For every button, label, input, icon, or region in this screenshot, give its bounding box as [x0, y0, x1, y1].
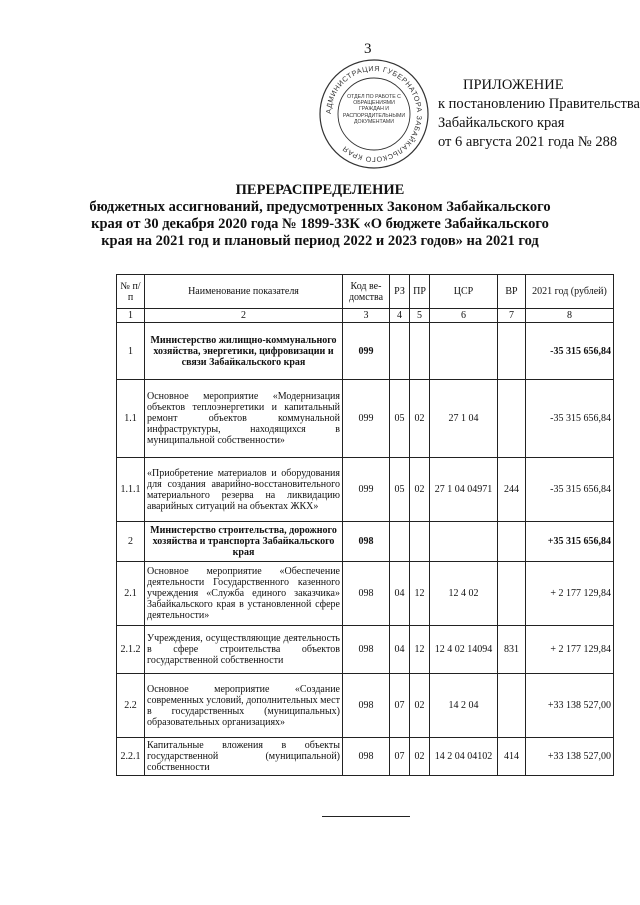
- row-vr: [498, 380, 526, 458]
- row-pr: [410, 323, 430, 380]
- row-pr: 02: [410, 380, 430, 458]
- col-number: 8: [526, 309, 614, 323]
- row-name: Министерство жилищно-коммунального хозяйства, энергетики, цифровизации и связи Забайкальского края: [145, 323, 343, 380]
- row-vr: 831: [498, 626, 526, 674]
- appendix-line-1: к постановлению Правительства: [438, 96, 640, 112]
- document-title: [0, 182, 640, 250]
- row-num: 1.1: [117, 380, 145, 458]
- row-num: 1: [117, 323, 145, 380]
- row-vr: [498, 562, 526, 626]
- row-rz: [390, 522, 410, 562]
- page-number: 3: [364, 41, 372, 57]
- col-number: 1: [117, 309, 145, 323]
- row-rz: 04: [390, 562, 410, 626]
- row-csr: 12 4 02 14094: [430, 626, 498, 674]
- row-name: Министерство строительства, дорожного хозяйства и транспорта Забайкальского края: [145, 522, 343, 562]
- row-num: 1.1.1: [117, 458, 145, 522]
- row-vr: 414: [498, 738, 526, 776]
- row-rz: 07: [390, 738, 410, 776]
- col-number: 2: [145, 309, 343, 323]
- title-line-2: бюджетных ассигнований, предусмотренных Законом Забайкальского: [89, 199, 551, 215]
- row-num: 2.1.2: [117, 626, 145, 674]
- header-amount: 2021 год (рублей): [526, 275, 614, 309]
- row-amount: +33 138 527,00: [526, 738, 614, 776]
- header-vr: ВР: [498, 275, 526, 309]
- column-number-row: [117, 309, 614, 323]
- row-vr: 244: [498, 458, 526, 522]
- row-csr: 14 2 04 04102: [430, 738, 498, 776]
- table-row: [117, 323, 614, 380]
- row-name: Основное мероприятие «Модернизация объектов теплоэнергетики и капитальный ремонт объектов коммунальной инфраструктуры, находящихся в муниципальной собственности»: [145, 380, 343, 458]
- col-number: 4: [390, 309, 410, 323]
- table-row: [117, 626, 614, 674]
- col-number: 6: [430, 309, 498, 323]
- row-code: 098: [343, 562, 390, 626]
- redistribution-table: [116, 274, 614, 776]
- row-pr: 02: [410, 674, 430, 738]
- row-name: «Приобретение материалов и оборудования для создания аварийно-восстановительного материального резерва на ликвидацию аварийных ситуаций на объектах ЖКХ»: [145, 458, 343, 522]
- row-code: 098: [343, 522, 390, 562]
- row-amount: +35 315 656,84: [526, 522, 614, 562]
- row-csr: 27 1 04: [430, 380, 498, 458]
- row-code: 099: [343, 380, 390, 458]
- row-amount: -35 315 656,84: [526, 323, 614, 380]
- table-row: [117, 380, 614, 458]
- row-name: Учреждения, осуществляющие деятельность в сфере строительства объектов государственной собственности: [145, 626, 343, 674]
- row-rz: 05: [390, 380, 410, 458]
- table-row: [117, 522, 614, 562]
- row-code: 098: [343, 738, 390, 776]
- row-name: Основное мероприятие «Создание современных условий, дополнительных мест в государственных (муниципальных) образовательных организациях»: [145, 674, 343, 738]
- appendix-block: [438, 76, 640, 152]
- row-name: Капитальные вложения в объекты государственной (муниципальной) собственности: [145, 738, 343, 776]
- appendix-line-2: Забайкальского края: [438, 115, 565, 131]
- col-number: 3: [343, 309, 390, 323]
- row-amount: + 2 177 129,84: [526, 562, 614, 626]
- row-code: 098: [343, 626, 390, 674]
- table-row: [117, 738, 614, 776]
- appendix-line-3: от 6 августа 2021 года № 288: [438, 134, 618, 150]
- row-code: 099: [343, 323, 390, 380]
- row-rz: 07: [390, 674, 410, 738]
- row-rz: [390, 323, 410, 380]
- row-csr: 27 1 04 04971: [430, 458, 498, 522]
- footer-divider: [322, 816, 410, 817]
- header-csr: ЦСР: [430, 275, 498, 309]
- row-vr: [498, 323, 526, 380]
- header-code: Код ве-домства: [343, 275, 390, 309]
- header-pr: ПР: [410, 275, 430, 309]
- header-name: Наименование показателя: [145, 275, 343, 309]
- appendix-heading: ПРИЛОЖЕНИЕ: [463, 77, 564, 93]
- title-line-3: края от 30 декабря 2020 года № 1899-ЗЗК «О бюджете Забайкальского: [91, 216, 549, 232]
- row-code: 098: [343, 674, 390, 738]
- row-code: 099: [343, 458, 390, 522]
- title-line-1: ПЕРЕРАСПРЕДЕЛЕНИЕ: [235, 182, 405, 198]
- row-vr: [498, 522, 526, 562]
- row-rz: 05: [390, 458, 410, 522]
- stamp-ring-text: АДМИНИСТРАЦИЯ ГУБЕРНАТОРА ЗАБАЙКАЛЬСКОГО КРАЯ: [323, 63, 425, 165]
- official-stamp: [318, 58, 430, 170]
- table-row: [117, 562, 614, 626]
- row-vr: [498, 674, 526, 738]
- row-pr: 02: [410, 458, 430, 522]
- row-csr: [430, 323, 498, 380]
- row-csr: 12 4 02: [430, 562, 498, 626]
- row-amount: + 2 177 129,84: [526, 626, 614, 674]
- stamp-inner-text: ОТДЕЛ ПО РАБОТЕ С ОБРАЩЕНИЯМИ ГРАЖДАН И РАСПОРЯДИТЕЛЬНЫМИ ДОКУМЕНТАМИ: [342, 94, 406, 125]
- row-num: 2.2: [117, 674, 145, 738]
- row-num: 2.1: [117, 562, 145, 626]
- row-pr: 02: [410, 738, 430, 776]
- col-number: 5: [410, 309, 430, 323]
- table-row: [117, 674, 614, 738]
- title-line-4: края на 2021 год и плановый период 2022 и 2023 годов» на 2021 год: [101, 233, 539, 249]
- col-number: 7: [498, 309, 526, 323]
- row-rz: 04: [390, 626, 410, 674]
- row-csr: [430, 522, 498, 562]
- row-csr: 14 2 04: [430, 674, 498, 738]
- row-name: Основное мероприятие «Обеспечение деятельности Государственного казенного учреждения «Служба единого заказчика» Забайкальского края в установленной сфере деятельности»: [145, 562, 343, 626]
- header-rz: РЗ: [390, 275, 410, 309]
- row-num: 2.2.1: [117, 738, 145, 776]
- row-num: 2: [117, 522, 145, 562]
- table-header-row: [117, 275, 614, 309]
- row-amount: -35 315 656,84: [526, 458, 614, 522]
- row-amount: -35 315 656,84: [526, 380, 614, 458]
- table-row: [117, 458, 614, 522]
- header-num: № п/п: [117, 275, 145, 309]
- row-pr: [410, 522, 430, 562]
- row-pr: 12: [410, 626, 430, 674]
- row-pr: 12: [410, 562, 430, 626]
- row-amount: +33 138 527,00: [526, 674, 614, 738]
